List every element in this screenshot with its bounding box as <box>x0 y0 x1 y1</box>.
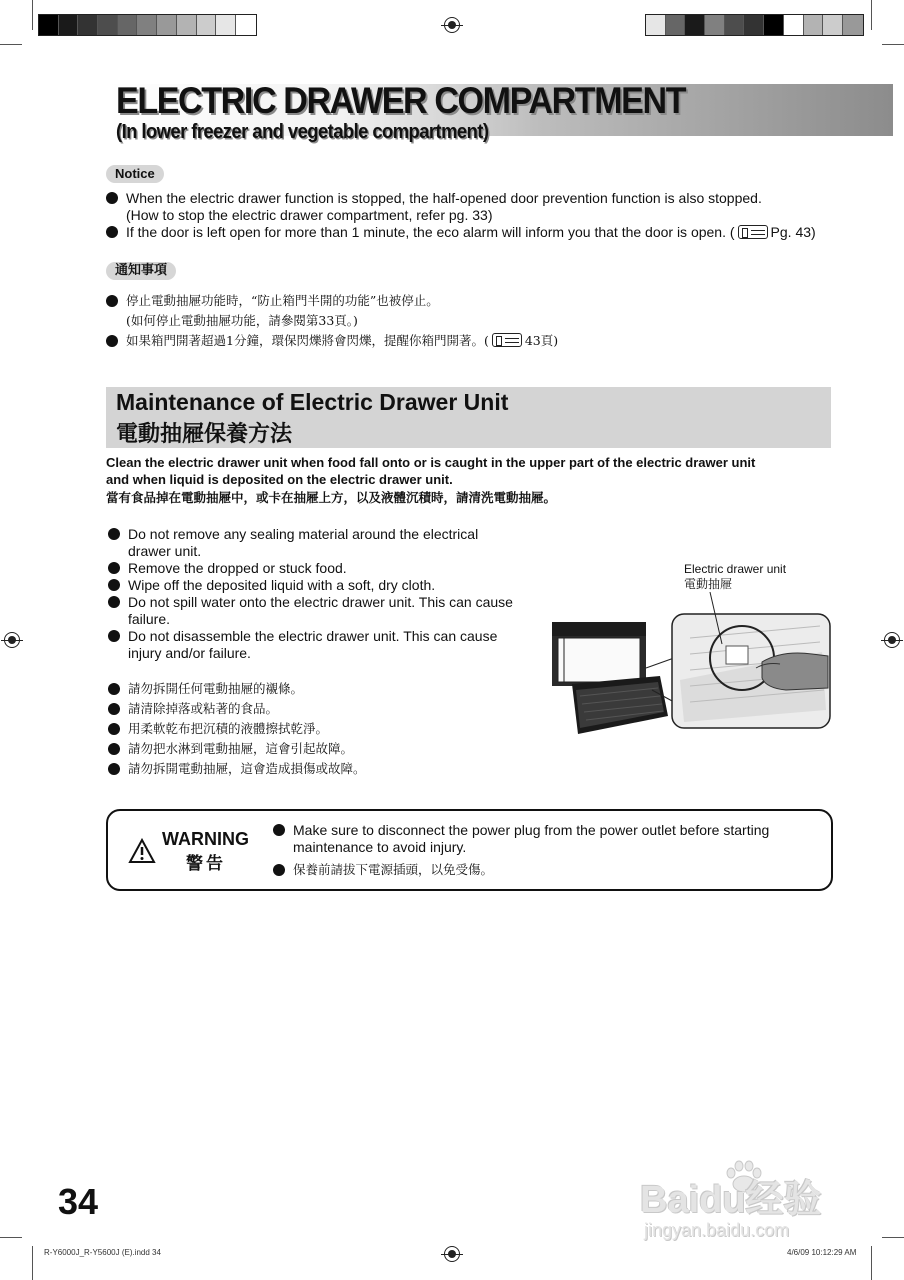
crop-mark <box>882 1237 904 1238</box>
warning-text: Make sure to disconnect the power plug from the power outlet before starting <box>293 822 770 838</box>
notice-text-zh: 停止電動抽屜功能時，“防止箱門半開的功能”也被停止。 <box>126 293 439 308</box>
crop-mark <box>871 1246 872 1280</box>
lead-text: and when liquid is deposited on the electric drawer unit. <box>106 472 453 487</box>
bullet-icon <box>106 226 118 238</box>
registration-swatch <box>784 15 804 35</box>
list-item: Do not remove any sealing material around the electrical drawer unit. <box>108 526 548 560</box>
warning-text: maintenance to avoid injury. <box>293 839 467 855</box>
warning-title: WARNING <box>162 829 249 849</box>
bullet-icon <box>108 596 120 608</box>
bullet-icon <box>108 743 120 755</box>
bullet-icon <box>106 295 118 307</box>
list-item: Do not spill water onto the electric drawer unit. This can cause failure. <box>108 594 548 628</box>
electric-drawer-illustration <box>550 592 834 742</box>
registration-swatch <box>216 15 236 35</box>
bullet-icon <box>108 723 120 735</box>
registration-bar-right <box>645 14 864 36</box>
crop-mark <box>32 1246 33 1280</box>
registration-swatch <box>804 15 824 35</box>
registration-swatch <box>705 15 725 35</box>
crop-mark <box>882 44 904 45</box>
registration-swatch <box>98 15 118 35</box>
bullet-icon <box>108 579 120 591</box>
bullet-icon <box>108 683 120 695</box>
watermark <box>640 1160 850 1250</box>
registration-swatch <box>823 15 843 35</box>
notice-text: When the electric drawer function is stopped, the half-opened door prevention function is also stopped. <box>126 190 762 206</box>
maintenance-steps <box>108 526 548 662</box>
warning-title-zh: 警告 <box>186 854 226 873</box>
bullet-icon <box>108 703 120 715</box>
bullet-icon <box>106 192 118 204</box>
registration-swatch <box>236 15 256 35</box>
bullet-icon <box>108 562 120 574</box>
section-heading-zh: 電動抽屜保養方法 <box>116 422 293 447</box>
registration-swatch <box>118 15 138 35</box>
registration-target-icon <box>444 1246 460 1262</box>
registration-swatch <box>744 15 764 35</box>
lead-text: Clean the electric drawer unit when food fall onto or is caught in the upper part of the electric drawer unit <box>106 455 756 470</box>
list-item: Do not disassemble the electric drawer unit. This can cause injury and/or failure. <box>108 628 548 662</box>
page-number: 34 <box>58 1181 99 1222</box>
bullet-icon <box>106 335 118 347</box>
registration-swatch <box>725 15 745 35</box>
pointing-hand-icon <box>492 333 522 347</box>
watermark-brand: Baidu经验 <box>640 1179 822 1221</box>
bullet-icon <box>273 824 285 836</box>
section-heading: Maintenance of Electric Drawer Unit <box>116 389 509 415</box>
bullet-icon <box>108 528 120 540</box>
registration-swatch <box>177 15 197 35</box>
watermark-url: jingyan.baidu.com <box>644 1220 790 1240</box>
registration-swatch <box>39 15 59 35</box>
page-title: ELECTRIC DRAWER COMPARTMENT <box>116 80 686 121</box>
list-item: 請勿拆開任何電動抽屜的襯條。 <box>108 679 508 699</box>
page-subtitle: (In lower freezer and vegetable compartment) <box>116 121 489 143</box>
crop-mark <box>0 1237 22 1238</box>
registration-swatch <box>843 15 863 35</box>
registration-target-icon <box>4 632 20 648</box>
bullet-icon <box>108 630 120 642</box>
registration-swatch <box>685 15 705 35</box>
registration-swatch <box>646 15 666 35</box>
footer-timestamp: 4/6/09 10:12:29 AM <box>787 1248 857 1257</box>
notice-text-zh: (如何停止電動抽屜功能，請參閱第33頁。) <box>126 313 358 328</box>
registration-bar-left <box>38 14 257 36</box>
notice-text: If the door is left open for more than 1 minute, the eco alarm will inform you that the door is open. ( Pg. 43) <box>126 224 816 240</box>
crop-mark <box>0 44 22 45</box>
list-item: 用柔軟乾布把沉積的液體擦拭乾淨。 <box>108 719 508 739</box>
figure-label: Electric drawer unit <box>684 562 787 576</box>
registration-swatch <box>78 15 98 35</box>
pointing-hand-icon <box>738 225 768 239</box>
figure-label-zh: 電動抽屜 <box>684 577 733 591</box>
registration-swatch <box>764 15 784 35</box>
list-item: 請清除掉落或粘著的食品。 <box>108 699 508 719</box>
list-item: 請勿把水淋到電動抽屜，這會引起故障。 <box>108 739 508 759</box>
crop-mark <box>32 0 33 30</box>
crop-mark <box>871 0 872 30</box>
notice-text: (How to stop the electric drawer compartment, refer pg. 33) <box>126 207 493 223</box>
list-item: 請勿拆開電動抽屜，這會造成損傷或故障。 <box>108 759 508 779</box>
warning-text-zh: 保養前請拔下電源插頭，以免受傷。 <box>293 862 494 877</box>
notice-label: Notice <box>106 165 164 183</box>
maintenance-steps-zh <box>108 679 508 779</box>
registration-swatch <box>666 15 686 35</box>
list-item: Remove the dropped or stuck food. <box>108 560 548 577</box>
list-item: Wipe off the deposited liquid with a soft, dry cloth. <box>108 577 548 594</box>
registration-swatch <box>157 15 177 35</box>
lead-text-zh: 當有食品掉在電動抽屜中，或卡在抽屜上方，以及液體沉積時，請清洗電動抽屜。 <box>106 490 557 505</box>
registration-swatch <box>137 15 157 35</box>
footer-file: R-Y6000J_R-Y5600J (E).indd 34 <box>44 1248 161 1257</box>
warning-triangle-icon <box>128 838 156 864</box>
registration-swatch <box>59 15 79 35</box>
registration-target-icon <box>444 17 460 33</box>
registration-target-icon <box>884 632 900 648</box>
registration-swatch <box>197 15 217 35</box>
notice-label-zh: 通知事項 <box>106 262 176 280</box>
bullet-icon <box>108 763 120 775</box>
notice-text-zh: 如果箱門開著超過1分鐘，環保閃爍將會閃爍，提醒你箱門開著。( 43頁) <box>126 333 559 348</box>
bullet-icon <box>273 864 285 876</box>
